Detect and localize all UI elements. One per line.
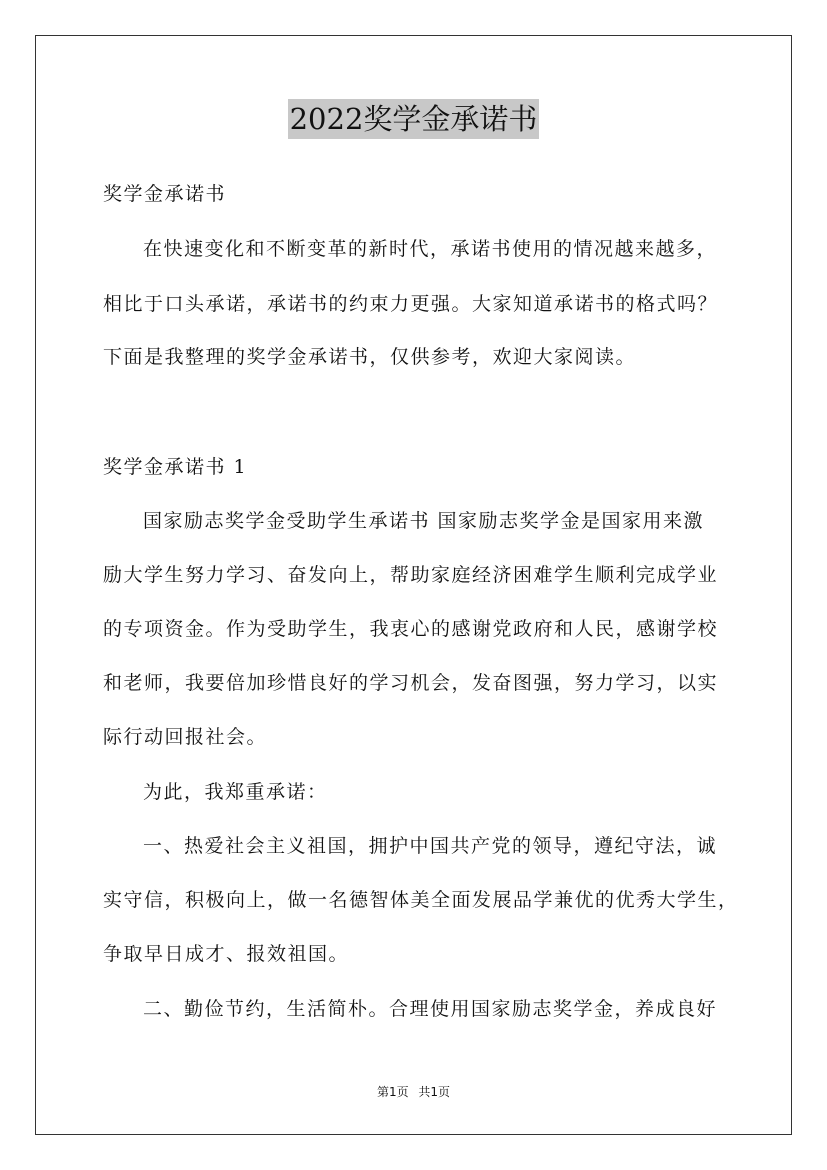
page-total: 共1页 (418, 1085, 451, 1099)
para1-line-1: 国家励志奖学金受助学生承诺书 国家励志奖学金是国家用来激 (143, 510, 705, 532)
intro-line-2: 相比于口头承诺，承诺书的约束力更强。大家知道承诺书的格式吗？ (103, 293, 719, 315)
intro-line-3: 下面是我整理的奖学金承诺书，仅供参考，欢迎大家阅读。 (103, 346, 637, 368)
subheading: 奖学金承诺书 (103, 183, 227, 205)
page-number: 第1页 (376, 1085, 409, 1099)
page-footer (0, 1083, 827, 1100)
document-title: 2022奖学金承诺书 (288, 99, 540, 139)
title-container (0, 99, 827, 139)
para3-line-3: 争取早日成才、报效祖国。 (103, 943, 350, 965)
para3-line-1: 一、热爱社会主义祖国，拥护中国共产党的领导，遵纪守法，诚 (143, 835, 718, 857)
para1-line-2: 励大学生努力学习、奋发向上，帮助家庭经济困难学生顺利完成学业 (103, 564, 719, 586)
para2-line-1: 为此，我郑重承诺： (143, 781, 328, 803)
para1-line-3: 的专项资金。作为受助学生，我衷心的感谢党政府和人民，感谢学校 (103, 618, 719, 640)
para3-line-2: 实守信，积极向上，做一名德智体美全面发展品学兼优的优秀大学生， (103, 889, 739, 911)
para1-line-4: 和老师，我要倍加珍惜良好的学习机会，发奋图强，努力学习，以实 (103, 672, 719, 694)
intro-line-1: 在快速变化和不断变革的新时代，承诺书使用的情况越来越多， (143, 238, 718, 260)
section-heading: 奖学金承诺书 1 (103, 456, 248, 478)
para4-line-1: 二、勤俭节约，生活简朴。合理使用国家励志奖学金，养成良好 (143, 998, 718, 1020)
para1-line-5: 际行动回报社会。 (103, 726, 268, 748)
